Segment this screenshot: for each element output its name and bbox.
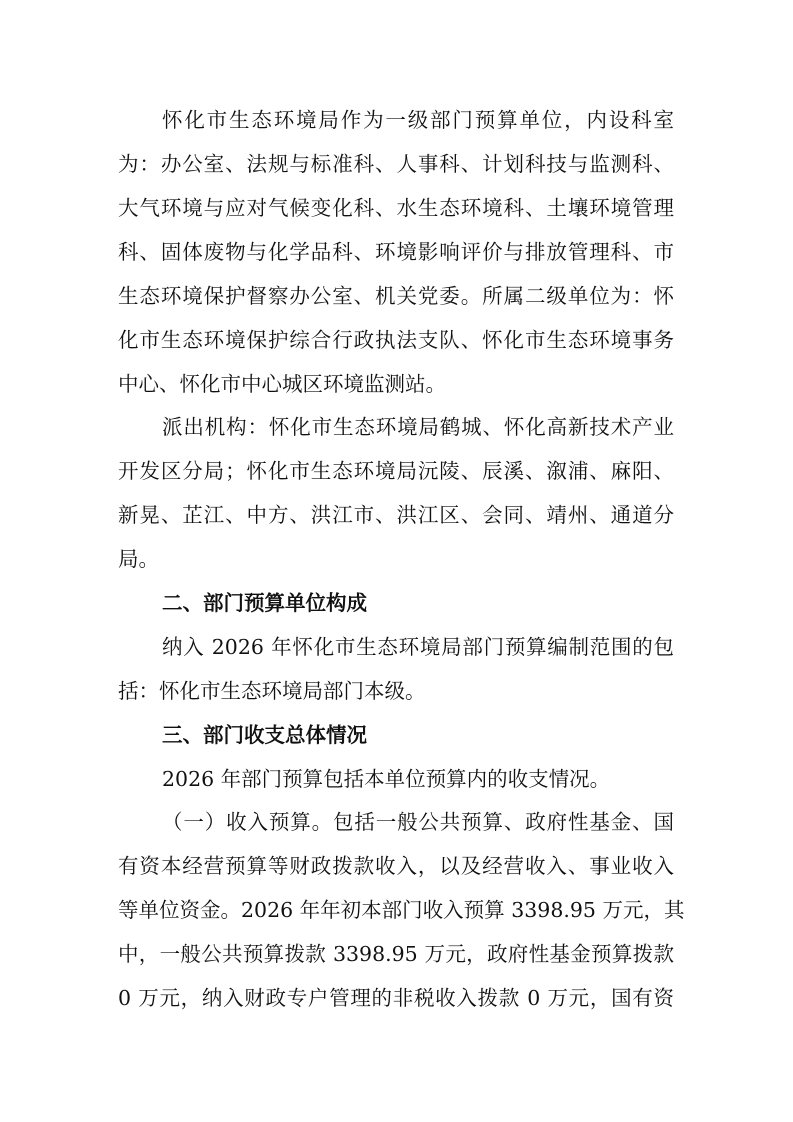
paragraph-1-line-6: 化市生态环境保护综合行政执法支队、怀化市生态环境事务 <box>118 328 674 352</box>
paragraph-1-line-4: 科、固体废物与化学品科、环境影响评价与排放管理科、市 <box>118 240 674 264</box>
paragraph-2-line-4: 局。 <box>118 547 159 571</box>
section-2-line-2: 括：怀化市生态环境局部门本级。 <box>118 679 426 703</box>
paragraph-1-line-2: 为：办公室、法规与标准科、人事科、计划科技与监测科、 <box>118 152 674 176</box>
paragraph-2-line-2: 开发区分局；怀化市生态环境局沅陵、辰溪、溆浦、麻阳、 <box>118 459 674 483</box>
section-2-line-1: 纳入 2026 年怀化市生态环境局部门预算编制范围的包 <box>162 635 674 659</box>
income-line-2: 有资本经营预算等财政拨款收入，以及经营收入、事业收入 <box>118 854 674 878</box>
income-line-3: 等单位资金。2026 年年初本部门收入预算 3398.95 万元，其 <box>118 898 685 922</box>
section-2-heading: 二、部门预算单位构成 <box>162 591 367 615</box>
income-line-5: 0 万元，纳入财政专户管理的非税收入拨款 0 万元，国有资 <box>118 986 674 1010</box>
paragraph-1-line-1: 怀化市生态环境局作为一级部门预算单位，内设科室 <box>162 108 674 132</box>
paragraph-1-line-5: 生态环境保护督察办公室、机关党委。所属二级单位为：怀 <box>118 284 674 308</box>
paragraph-2-line-3: 新晃、芷江、中方、洪江市、洪江区、会同、靖州、通道分 <box>118 503 674 527</box>
income-line-1: （一）收入预算。包括一般公共预算、政府性基金、国 <box>162 810 674 834</box>
income-line-4: 中，一般公共预算拨款 3398.95 万元，政府性基金预算拨款 <box>118 942 674 966</box>
section-3-heading: 三、部门收支总体情况 <box>162 723 367 747</box>
paragraph-1-line-7: 中心、怀化市中心城区环境监测站。 <box>118 372 446 396</box>
paragraph-1-line-3: 大气环境与应对气候变化科、水生态环境科、土壤环境管理 <box>118 196 674 220</box>
paragraph-2-line-1: 派出机构：怀化市生态环境局鹤城、怀化高新技术产业 <box>162 415 674 439</box>
section-3-intro: 2026 年部门预算包括本单位预算内的收支情况。 <box>162 767 611 791</box>
